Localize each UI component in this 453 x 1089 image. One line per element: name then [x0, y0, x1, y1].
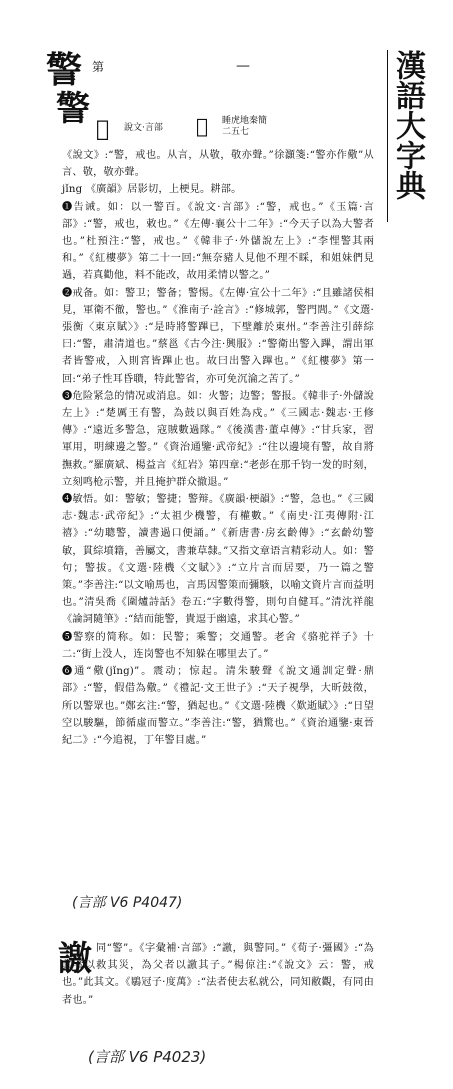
entry-body: [62, 147, 374, 749]
sense-2: ❷戒备。如：警卫；警备；警惕。《左傳·宣公十二年》:“且雖諸侯相見，軍衛不徹，警也。”《淮南子·詮言》:“修城郭，警門閭。”《文選·張衡〈東京賦〉》:“是時將警蹕已，下壁離於東州。”李善注引薛綜曰:“警，肅清道也。”蔡邕《古今注·興服》:“警衛出警入蹕，謂出軍者皆警戒，入則宮皆蹕止也。故曰出警入蹕也。”《紅樓夢》第一回:“弟子性耳昏聵，特此警省，亦可免沉淪之苦了。”: [62, 287, 374, 385]
dictionary-title: 漢語大字典: [390, 50, 425, 200]
sense-1: ❶告诫。如：以一警百。《說文·言部》:“警，戒也。”《玉篇·言部》:“警，戒也，敕也。”《左傳·襄公十二年》:“今天子以為大警者也。”杜預注:“警，戒也。”《韓非子·外儲說左上》:“李悝警其兩和。”《紅樓夢》第二十一回:“無奈豬人見他不理不睬，和姐妹們見過，若真勸他，料不能改，故用柔情以警之。”: [62, 201, 374, 282]
seal-script-source-b: 睡虎地秦簡二五七: [222, 116, 268, 137]
second-headword-char: 譤: [58, 939, 92, 979]
sense-5: ❺警察的简称。如：民警；乘警；交通警。老舍《骆驼祥子》十二:“街上没人，连岗警也不知躲在哪里去了。”: [62, 631, 374, 660]
sense-4: ❹敏悟。如：警敏；警捷；警辩。《廣韻·梗韻》:“警，急也。”《三國志·魏志·武帝紀》:“太祖少機警，有權數。”《南史·江夷傳附·江禧》:“幼聰警，讀書過口便誦。”《新唐書·房玄齡傳》:“玄齡幼警敏，貫綜墳籍，善屬文，書兼草隸。”又指文章语言精彩动人。如：警句；警拔。《文選·陸機〈文賦〉》:“立片言而居要，乃一篇之警策。”李善注:“以文喻馬也，言馬因警策而彌駭，以喻文資片言而益明也。”清吳喬《圍爐詩話》卷五:“字數得警，則句自健耳。”清沈祥龍《論詞隨筆》:“結而能警，貴逗于幽遠，求其心警。”: [62, 494, 374, 626]
headword-char-variant: 警: [56, 89, 90, 129]
seal-script-source-a: 說文·言部: [124, 123, 163, 133]
headword-char: 警: [46, 49, 83, 91]
sense-6: ❻通“儆(jǐng)”。震动；惊起。清朱駿聲《說文通訓定聲·鼎部》:“警，假借為儆。”《禮記·文王世子》:“天子視學，大昕鼓徵，所以警眾也。”鄭玄注:“警，猶起也。”《文選·陸機〈歎逝賦〉》:“日望空以駿驅，節循虛而警立。”李善注:“警，猶驚也。”《資治通鑒·東晉紀二》:“今追視，丁年警目處。”: [62, 666, 374, 746]
entry-etymology: 《說文》:“警，戒也。从言，从敬，敬亦聲。”徐灝箋:“警亦作儆”从言、敬，敬亦聲。: [62, 150, 374, 179]
seal-script-glyph-b: 𧫷: [196, 114, 209, 138]
sense-3: ❸危险紧急的情况或消息。如：火警；边警；警报。《韓非子·外儲說左上》:“楚厲王有警，為鼓以與百姓為戍。”《三國志·魏志·王修傳》:“遠近多警急，寇賊數過隊。”《後漢書·董卓傳》:“甘兵家，習軍用，明練邊之警。”《資治通鑒·武帝紀》:“往以邊境有警，故自將撫救。”羅廣斌、楊益言《紅岩》第四章:“老彭在那千钧一发的时刻，立刻鸣枪示警，并且掩护群众撤退。”: [62, 390, 374, 488]
second-entry-body: 同“警”。《字彙補·言部》:“譤，與警同。”《荀子·彊國》:“為其者以救其災，為父者以譤其子。”楊倞注:“《說文》云：警，戒也。”此其文。《鶡冠子·度萬》:“法者使去私就公，同知敝觀，有同由者也。”: [62, 943, 374, 1006]
handwritten-reference-2: (言部 V6 P4023): [88, 1048, 207, 1066]
handwritten-reference-1: (言部 V6 P4047): [72, 895, 183, 911]
headword-marker: 第: [92, 60, 105, 74]
header-dash: —: [236, 58, 250, 74]
entry-pronunciation: jǐng 《廣韻》居影切，上梗見。耕部。: [62, 184, 242, 196]
seal-script-glyph-a: 𧫷: [96, 116, 110, 142]
